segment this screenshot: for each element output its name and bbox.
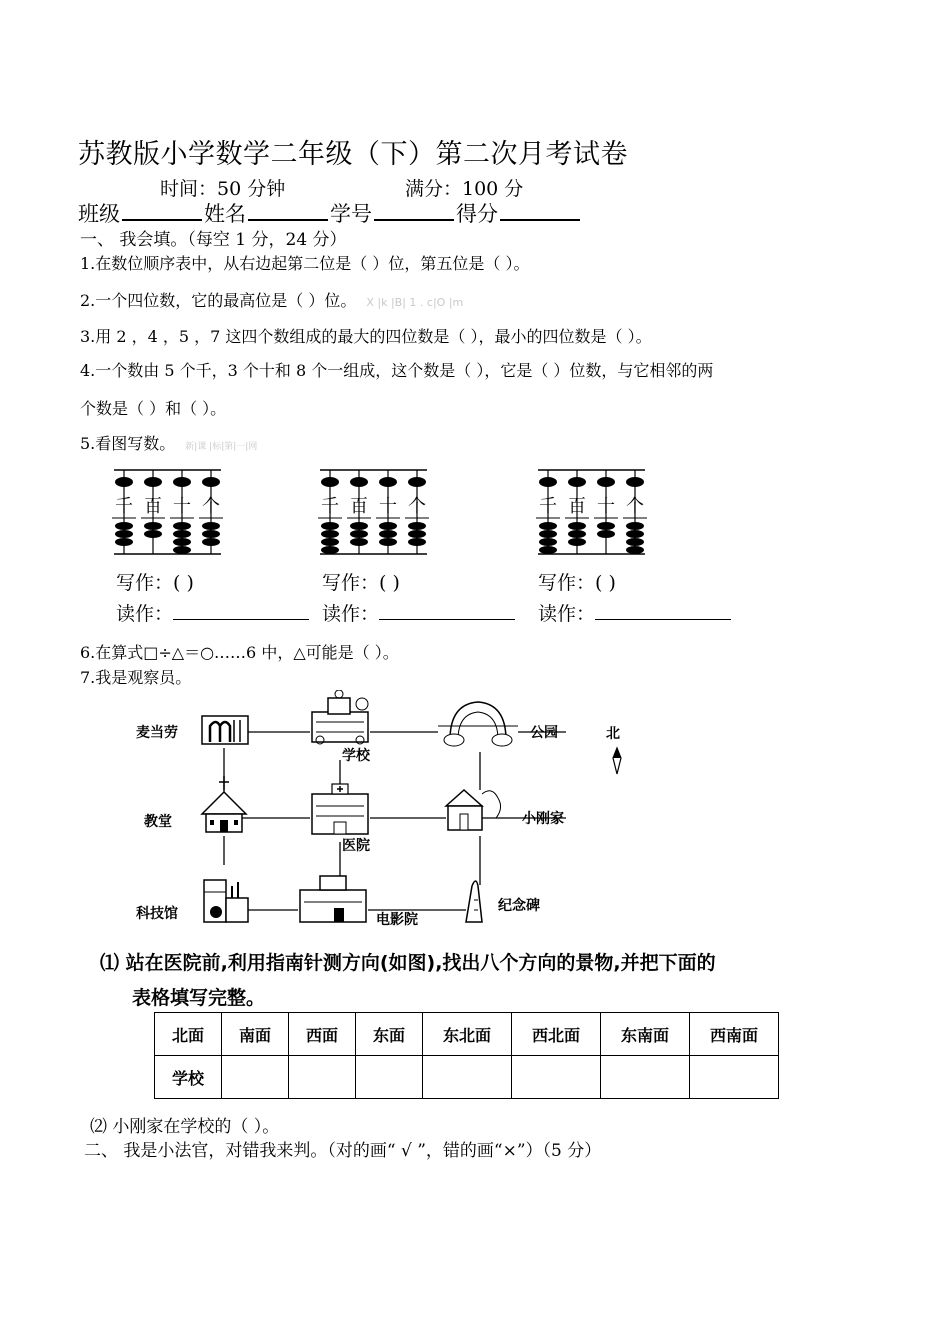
abacus-column-label: 个 [408,496,426,517]
abacus-lower-bead [597,522,615,530]
abacus2-write: 写作：( ) [322,572,400,594]
question-4-line2: 个数是（ ）和（ ）。 [80,399,227,418]
question-2-text: 2.一个四位数，它的最高位是（ ）位。 [80,291,357,310]
abacus-column-label: 个 [626,496,644,517]
abacus-column-label: 个 [202,496,220,517]
question-7: 7.我是观察员。 [80,668,192,687]
cinema-icon [300,876,366,922]
table-answer-cell[interactable] [356,1056,423,1099]
class-blank[interactable] [122,201,202,221]
abacus-lower-bead [408,522,426,530]
abacus-lower-bead [539,546,557,554]
q7-sub1-line1: ⑴ 站在医院前,利用指南针测方向(如图),找出八个方向的景物,并把下面的 [100,952,716,974]
label-school: 学校 [342,748,370,764]
table-header-row [155,1013,779,1056]
mcdonalds-icon [202,716,248,744]
table-answer-cell[interactable] [423,1056,512,1099]
abacus-upper-bead [379,477,397,487]
map-roads [224,732,566,910]
question-2 [80,288,463,311]
student-info-row [78,198,582,228]
abacus-lower-bead [379,538,397,546]
abacus-column-label: 十 [173,496,191,517]
q7-sub2: ⑵ 小刚家在学校的（ ）。 [90,1117,280,1137]
question-4-line1: 4.一个数由 5 个千，3 个十和 8 个一组成，这个数是（ ），它是（ ）位数，与它相邻的两 [80,361,714,380]
abacus2-read [322,599,515,626]
exam-time: 时间：50 分钟 [160,178,286,200]
abacus3-write: 写作：( ) [538,572,616,594]
abacus-lower-bead [597,530,615,538]
abacus-lower-bead [568,522,586,530]
abacus-column-label: 百 [144,496,162,517]
abacus-lower-bead [626,522,644,530]
abacus-lower-bead [173,538,191,546]
page-title: 苏教版小学数学二年级（下）第二次月考试卷 [78,139,628,170]
read-label: 读作： [116,603,174,625]
abacus-lower-bead [321,530,339,538]
table-header-cell: 北面 [155,1013,222,1056]
abacus-lower-bead [173,530,191,538]
question-5-text: 5.看图写数。 [80,434,176,453]
abacus-column-label: 百 [350,496,368,517]
direction-table [154,1012,779,1099]
read-blank[interactable] [173,601,309,620]
question-3: 3.用 2 ，4 ，5 ，7 这四个数组成的最大的四位数是（ ），最小的四位数是（ ）。 [80,327,652,346]
abacus-lower-bead [321,538,339,546]
abacus-lower-bead [626,538,644,546]
abacus-column-label: 十 [379,496,397,517]
abacus-lower-bead [626,530,644,538]
label-cinema: 电影院 [376,912,418,928]
table-answer-cell[interactable] [601,1056,690,1099]
label-mcdonalds: 麦当劳 [136,725,178,741]
read-blank[interactable] [595,601,731,620]
table-header-cell: 西面 [289,1013,356,1056]
table-header-cell: 东北面 [423,1013,512,1056]
abacus-lower-bead [321,522,339,530]
table-header-cell: 南面 [222,1013,289,1056]
home-icon [446,790,501,830]
abacus-lower-bead [144,522,162,530]
table-answer-cell[interactable] [289,1056,356,1099]
section1-heading: 一、 我会填。（每空 1 分，24 分） [80,230,347,250]
abacus1-write: 写作：( ) [116,572,194,594]
name-label: 姓名 [204,202,246,226]
monument-icon [466,881,482,922]
abacus-lower-bead [202,530,220,538]
abacus-lower-bead [379,530,397,538]
abacus3-read [538,599,731,626]
class-label: 班级 [78,202,120,226]
abacus-column-label: 十 [597,496,615,517]
abacus-upper-bead [568,477,586,487]
abacus-upper-bead [350,477,368,487]
abacus-lower-bead [539,522,557,530]
abacus-column-label: 千 [115,496,133,517]
read-blank[interactable] [379,601,515,620]
abacus-upper-bead [321,477,339,487]
abacus-lower-bead [408,538,426,546]
section2-heading: 二、 我是小法官，对错我来判。（对的画“ √ ”，错的画“×”）（5 分） [84,1141,602,1161]
abacus-upper-bead [202,477,220,487]
watermark-text: X |k |B| 1 . c|O |m [366,296,464,309]
abacus-lower-bead [568,538,586,546]
table-answer-cell[interactable] [222,1056,289,1099]
label-hospital: 医院 [342,838,370,854]
park-icon [438,702,518,746]
school-icon [312,690,368,744]
score-label: 得分 [456,202,498,226]
abacus-lower-bead [539,530,557,538]
watermark-text-2: 新|课 |标|第|一|网 [185,442,258,452]
table-cell: 学校 [155,1056,222,1099]
table-row [155,1056,779,1099]
abacus-lower-bead [115,538,133,546]
name-blank[interactable] [248,201,328,221]
abacus-lower-bead [202,538,220,546]
abacus-lower-bead [173,546,191,554]
read-label: 读作： [322,603,380,625]
abacus-upper-bead [408,477,426,487]
abacus1-read [116,599,309,626]
abacus-lower-bead [350,538,368,546]
abacus-lower-bead [321,546,339,554]
question-6: 6.在算式□÷△＝○……6 中，△可能是（ ）。 [80,643,399,662]
abacus-lower-bead [626,546,644,554]
abacus-lower-bead [202,522,220,530]
table-header-cell: 东南面 [601,1013,690,1056]
abacus-upper-bead [626,477,644,487]
score-blank[interactable] [500,201,580,221]
question-1: 1.在数位顺序表中，从右边起第二位是（ ）位，第五位是（ ）。 [80,254,530,273]
read-label: 读作： [538,603,596,625]
q7-sub1-line2: 表格填写完整。 [132,987,266,1009]
label-north: 北 [606,726,620,742]
abacus-lower-bead [350,530,368,538]
abacus-lower-bead [173,522,191,530]
abacus-lower-bead [379,522,397,530]
label-park: 公园 [530,725,558,741]
table-answer-cell[interactable] [512,1056,601,1099]
table-header-cell: 西南面 [690,1013,779,1056]
abacus-column-label: 千 [539,496,557,517]
abacus-lower-bead [115,530,133,538]
label-home: 小刚家 [522,811,564,827]
label-church: 教堂 [144,814,172,830]
abacus-upper-bead [173,477,191,487]
museum-icon [204,880,248,922]
abacus-upper-bead [597,477,615,487]
direction-map [120,690,640,940]
abacus-lower-bead [568,530,586,538]
label-monument: 纪念碑 [498,898,540,914]
abacus-figures [110,466,750,562]
number-label: 学号 [330,202,372,226]
abacus-column-label: 百 [568,496,586,517]
abacus-lower-bead [115,522,133,530]
table-header-cell: 西北面 [512,1013,601,1056]
table-header-cell: 东面 [356,1013,423,1056]
abacus-upper-bead [539,477,557,487]
hospital-icon [312,784,368,834]
abacus-lower-bead [408,530,426,538]
abacus-lower-bead [539,538,557,546]
abacus-column-label: 千 [321,496,339,517]
table-answer-cell[interactable] [690,1056,779,1099]
number-blank[interactable] [374,201,454,221]
abacus-lower-bead [350,522,368,530]
full-score: 满分：100 分 [405,178,524,200]
abacus-lower-bead [144,530,162,538]
abacus-upper-bead [115,477,133,487]
north-arrow-icon [613,748,621,774]
question-5 [80,431,257,454]
label-museum: 科技馆 [136,906,178,922]
abacus-upper-bead [144,477,162,487]
church-icon [202,776,246,832]
